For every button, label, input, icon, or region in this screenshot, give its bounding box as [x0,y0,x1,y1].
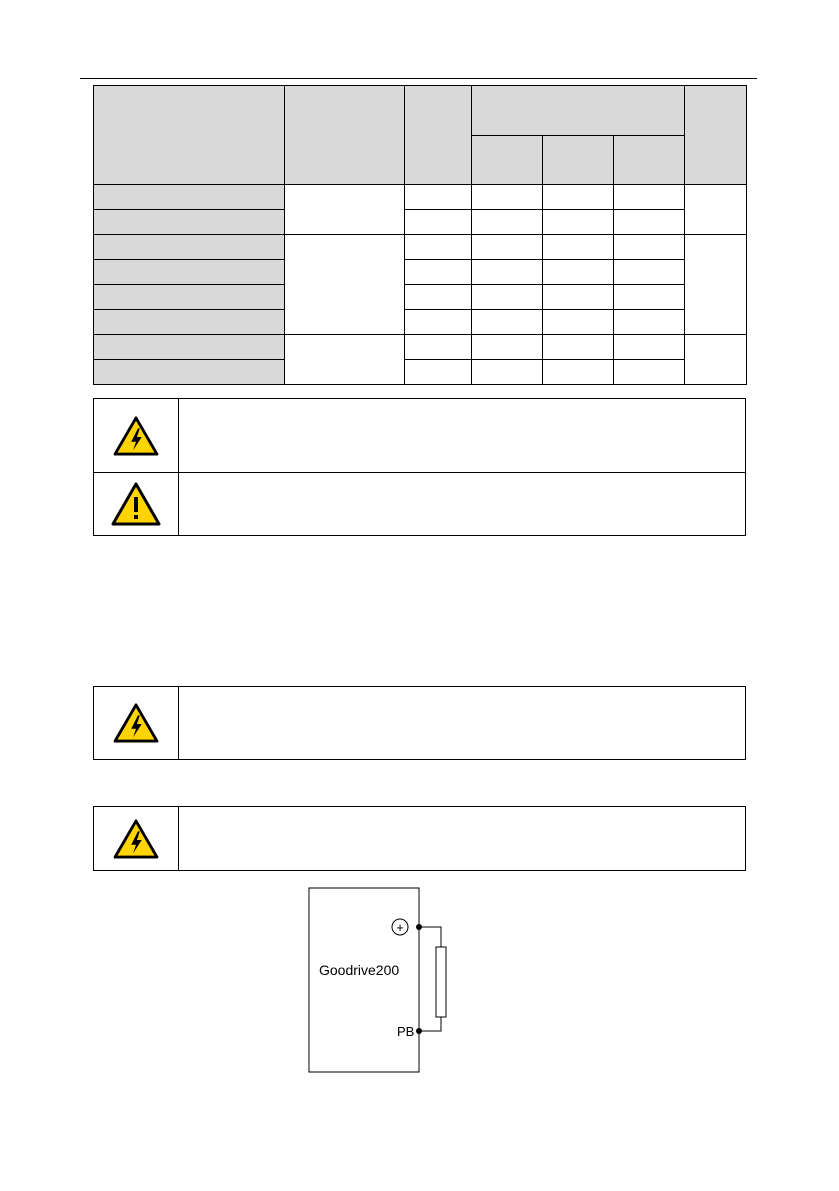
table-cell [472,360,543,385]
table-cell [472,310,543,335]
device-label: Goodrive200 [319,962,400,978]
model-cell [94,260,285,285]
table-row [94,285,747,310]
brake-resistor-wiring-diagram [300,885,500,1085]
model-cell [94,235,285,260]
warning-text [179,473,745,535]
warning-text [179,399,745,472]
group-cell [285,185,405,235]
warning-row [94,399,745,472]
model-cell [94,360,285,385]
table-cell [614,310,685,335]
header-cell-model [94,86,285,185]
header-cell-col2 [285,86,405,185]
model-cell [94,285,285,310]
spec-table [93,85,747,385]
table-row [94,235,747,260]
table-cell [543,310,614,335]
table-cell [543,360,614,385]
table-cell [543,235,614,260]
table-row [94,310,747,335]
wire-bottom [419,1017,441,1031]
brake-resistor [436,947,446,1017]
table-cell [405,235,472,260]
header-cell-col3 [405,86,472,185]
table-cell [472,335,543,360]
table-row [94,210,747,235]
table-cell [614,185,685,210]
table-cell [472,185,543,210]
model-cell [94,310,285,335]
table-cell [405,260,472,285]
warning-box-1 [93,398,746,536]
model-cell [94,210,285,235]
general-warning-icon [94,473,179,535]
table-cell [405,310,472,335]
electric-shock-warning-icon [94,399,179,472]
table-cell [405,335,472,360]
group-end-cell [685,185,747,235]
warning-box-3 [93,806,746,871]
table-cell [543,210,614,235]
table-cell [543,335,614,360]
warning-text [179,687,745,759]
table-cell [614,235,685,260]
warning-row [94,807,745,870]
warning-box-2 [93,686,746,760]
header-cell-col7 [685,86,747,185]
table-cell [405,360,472,385]
drive-box [309,888,419,1072]
warning-row [94,687,745,759]
table-cell [614,285,685,310]
group-end-cell [685,235,747,335]
group-cell [285,335,405,385]
model-cell [94,185,285,210]
subheader-cell-3 [614,136,685,185]
table-header-row [94,86,747,136]
table-row [94,260,747,285]
table-cell [405,285,472,310]
header-rule [80,78,757,79]
table-cell [405,210,472,235]
table-row [94,360,747,385]
table-cell [472,285,543,310]
table-cell [614,210,685,235]
table-cell [405,185,472,210]
electric-shock-warning-icon [94,807,179,870]
table-cell [614,360,685,385]
wire-top [419,927,441,947]
subheader-cell-2 [543,136,614,185]
table-cell [472,235,543,260]
table-cell [614,335,685,360]
table-row [94,335,747,360]
table-cell [543,285,614,310]
model-cell [94,335,285,360]
table-cell [543,185,614,210]
pb-terminal-label: PB [397,1024,415,1039]
subheader-cell-1 [472,136,543,185]
warning-row [94,472,745,535]
warning-text [179,807,745,870]
table-cell [543,260,614,285]
header-cell-group [472,86,685,136]
group-cell [285,235,405,335]
electric-shock-warning-icon [94,687,179,759]
table-row [94,185,747,210]
group-end-cell [685,335,747,385]
table-cell [472,260,543,285]
table-cell [472,210,543,235]
plus-terminal-label: + [396,920,404,935]
table-cell [614,260,685,285]
